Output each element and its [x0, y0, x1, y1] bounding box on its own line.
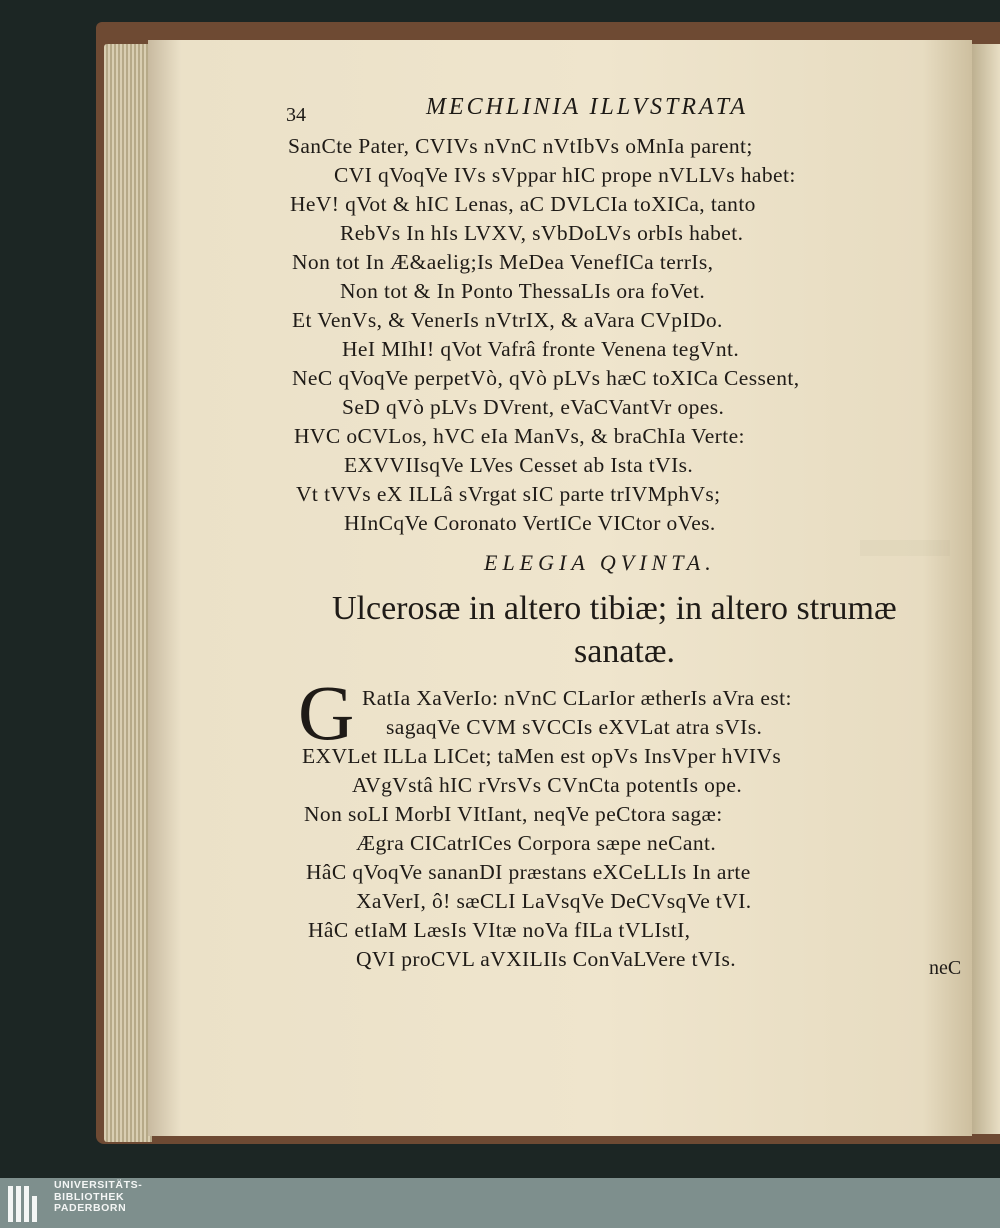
- verse-line: XaVerI, ô! sæCLI LaVsqVe DeCVsqVe tVI.: [356, 889, 752, 913]
- library-logo-icon: [8, 1186, 48, 1222]
- verse-line: HâC qVoqVe sananDI præstans eXCeLLIs In arte: [306, 860, 751, 884]
- page-edges: [104, 44, 152, 1142]
- library-name: UNIVERSITÄTS- BIBLIOTHEK PADERBORN: [54, 1179, 143, 1214]
- verse-line: HeI MIhI! qVot Vafrâ fronte Venena tegVnt.: [342, 337, 740, 361]
- page-number: 34: [286, 104, 306, 126]
- catchword: neC: [929, 957, 962, 979]
- verse-line: Non tot & In Ponto ThessaLIs ora foVet.: [340, 279, 706, 303]
- verse-line: Vt tVVs eX ILLâ sVrgat sIC parte trIVMphVs;: [296, 482, 721, 506]
- verse-line: AVgVstâ hIC rVrsVs CVnCta potentIs ope.: [352, 773, 743, 797]
- verse-line: Ægra CICatrICes Corpora sæpe neCant.: [356, 831, 717, 855]
- verse-line: SeD qVò pLVs DVrent, eVaCVantVr opes.: [342, 395, 725, 419]
- verse-line: NeC qVoqVe perpetVò, qVò pLVs hæC toXICa Cessent,: [292, 366, 800, 390]
- library-footer: [0, 1178, 1000, 1228]
- verse-line: EXVLet ILLa LICet; taMen est opVs InsVper hVIVs: [302, 744, 782, 768]
- verse-line: sagaqVe CVM sVCCIs eXVLat atra sVIs.: [386, 715, 763, 739]
- verse-line: RebVs In hIs LVXV, sVbDoLVs orbIs habet.: [340, 221, 744, 245]
- verse-line: Non tot In Æ&aelig;Is MeDea VenefICa terrIs,: [292, 250, 714, 274]
- verse-line: HeV! qVot & hIC Lenas, aC DVLCIa toXICa, tanto: [290, 192, 756, 216]
- running-title: MECHLINIA ILLVSTRATA: [426, 94, 749, 120]
- verse-line: HâC etIaM LæsIs VItæ noVa fILa tVLIstI,: [308, 918, 691, 942]
- facing-page-edge: [972, 44, 1000, 1134]
- verse-line: Et VenVs, & VenerIs nVtrIX, & aVara CVpIDo.: [292, 308, 723, 332]
- page-header: [286, 94, 826, 128]
- verse-line: EXVVIIsqVe LVes Cesset ab Ista tVIs.: [344, 453, 694, 477]
- verse-line: QVI proCVL aVXILIIs ConVaLVere tVIs.: [356, 947, 737, 971]
- section-heading: ELEGIA QVINTA.: [484, 550, 716, 575]
- verse-line: SanCte Pater, CVIVs nVnC nVtIbVs oMnIa parent;: [288, 134, 753, 158]
- verse-line: HVC oCVLos, hVC eIa ManVs, & braChIa Verte:: [294, 424, 745, 448]
- verse-line: Non soLI MorbI VItIant, neqVe peCtora sagæ:: [304, 802, 723, 826]
- verse-line: RatIa XaVerIo: nVnC CLarIor ætherIs aVra est:: [362, 686, 792, 710]
- verse-line: CVI qVoqVe IVs sVppar hIC prope nVLLVs habet:: [334, 163, 796, 187]
- drop-capital: G: [298, 669, 355, 756]
- section-title: Ulcerosæ in altero tibiæ; in altero strumæ: [332, 590, 897, 627]
- verse-line: HInCqVe Coronato VertICe VICtor oVes.: [344, 511, 716, 535]
- section-title-continued: sanatæ.: [574, 633, 676, 670]
